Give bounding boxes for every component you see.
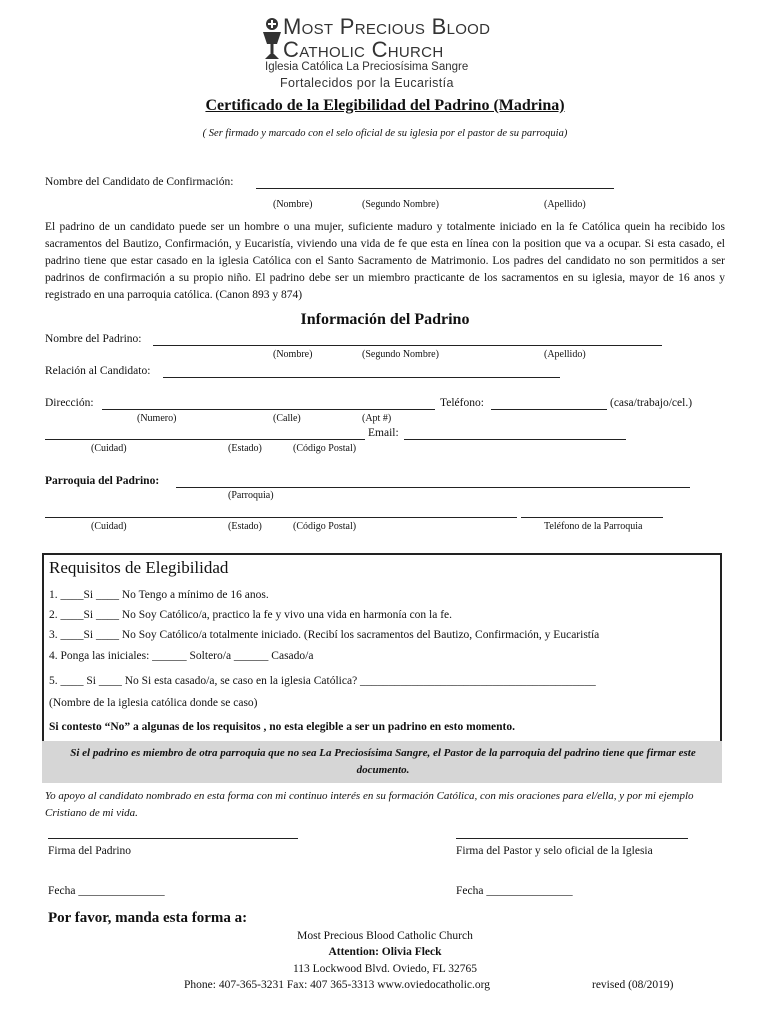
logo-line-2: Catholic Church — [283, 37, 444, 62]
sponsor-signature-field[interactable] — [48, 838, 298, 839]
mail-line-2: Attention: Olivia Fleck — [328, 946, 442, 958]
city-state-zip-field[interactable] — [45, 439, 365, 440]
sponsor-signature-label: Firma del Padrino — [48, 845, 132, 857]
city-sub-cuidad: (Cuidad) — [91, 443, 127, 454]
requirement-2[interactable]: 2. ____Si ____ No Soy Católico/a, practico la fe y vivo una vida en harmonía con la fe. — [49, 609, 453, 621]
address-sub-apt: (Apt #) — [362, 413, 392, 424]
requirements-warning: Si contesto “No” a algunas de los requisitos , no esta elegible a ser un padrino en esto momento. — [49, 721, 515, 733]
chalice-host-icon — [262, 17, 282, 61]
parish-sub-phone: Teléfono de la Parroquia — [544, 521, 643, 532]
sponsor-sub-nombre: (Nombre) — [273, 349, 313, 360]
email-label: Email: — [368, 427, 399, 439]
address-sub-numero: (Numero) — [137, 413, 177, 424]
sponsor-sub-apellido: (Apellido) — [544, 349, 586, 360]
phone-suffix: (casa/trabajo/cel.) — [610, 397, 693, 409]
mail-heading: Por favor, manda esta forma a: — [48, 910, 248, 926]
requirement-1[interactable]: 1. ____Si ____ No Tengo a mínimo de 16 anos. — [49, 589, 269, 601]
parish-phone-field[interactable] — [521, 517, 663, 518]
parish-field[interactable] — [176, 487, 690, 488]
email-field[interactable] — [404, 439, 626, 440]
page-title: Certificado de la Elegibilidad del Padrino (Madrina) — [205, 97, 565, 114]
requirements-heading: Requisitos de Elegibilidad — [49, 558, 229, 577]
pastor-signature-field[interactable] — [456, 838, 688, 839]
address-field[interactable] — [102, 409, 435, 410]
address-sub-calle: (Calle) — [273, 413, 301, 424]
candidate-name-field[interactable] — [256, 188, 614, 189]
logo-line-1: Most Precious Blood — [283, 14, 491, 39]
parish-sub-cuidad: (Cuidad) — [91, 521, 127, 532]
mail-line-4: Phone: 407-365-3231 Fax: 407 365-3313 www.oviedocatholic.org — [184, 979, 490, 991]
mail-line-3: 113 Lockwood Blvd. Oviedo, FL 32765 — [292, 963, 478, 975]
candidate-sub-nombre: (Nombre) — [273, 199, 313, 210]
parish-sub-parroquia: (Parroquia) — [228, 490, 274, 501]
requirement-3[interactable]: 3. ____Si ____ No Soy Católico/a totalmente iniciado. (Recibí los sacramentos del Bautizo, Confirmación, y Eucaristía — [49, 629, 600, 641]
pastor-signature-label: Firma del Pastor y selo oficial de la Iglesia — [456, 845, 653, 857]
parish-city-field[interactable] — [45, 517, 517, 518]
logo-line-4: Fortalecidos por la Eucaristía — [280, 76, 454, 90]
sponsor-name-label: Nombre del Padrino: — [45, 333, 142, 345]
candidate-sub-segundo: (Segundo Nombre) — [362, 199, 439, 210]
city-sub-estado: (Estado) — [228, 443, 262, 454]
phone-field[interactable] — [491, 409, 607, 410]
pastor-date[interactable]: Fecha _______________ — [456, 885, 573, 897]
parish-label: Parroquia del Padrino: — [45, 475, 160, 487]
address-label: Dirección: — [45, 397, 94, 409]
requirement-6: (Nombre de la iglesia católica donde se caso) — [49, 697, 258, 709]
parish-sub-postal: (Código Postal) — [293, 521, 357, 532]
other-parish-note: Si el padrino es miembro de otra parroquia que no sea La Preciosísima Sangre, el Pastor de la parroquia del padrino tiene que firmar este documento. — [70, 747, 696, 776]
parish-sub-estado: (Estado) — [228, 521, 262, 532]
city-sub-postal: (Código Postal) — [293, 443, 357, 454]
relation-label: Relación al Candidato: — [45, 365, 151, 377]
revised-date: revised (08/2019) — [592, 979, 674, 991]
sponsor-info-heading: Información del Padrino — [300, 311, 470, 328]
relation-field[interactable] — [163, 377, 560, 378]
phone-label: Teléfono: — [440, 397, 484, 409]
sponsor-name-field[interactable] — [153, 345, 662, 346]
mail-line-1: Most Precious Blood Catholic Church — [297, 930, 473, 942]
requirement-4[interactable]: 4. Ponga las iniciales: ______ Soltero/a ______ Casado/a — [49, 650, 314, 662]
logo-line-3: Iglesia Católica La Preciosísima Sangre — [265, 61, 469, 73]
intro-paragraph: El padrino de un candidato puede ser un hombre o una mujer, suficiente maduro y totalmente iniciado en la fe Católica quein ha recibido los sacramentos del Bautizo, Confirmación, y Eucaristía, viviendo una vida de fe que esta en línea con la position que va a ocupar. Si esta casado, el padrino tiene que estar casado en la iglesia Católica con el Santo Sacramento de Matrimonio. Los padres del candidato no son permitidos a ser padrinos de confirmación a su propio niño. El padrino debe ser un miembro practicante de los sacramentos en su iglesia, mayor de 16 anos y registrado en una parroquia católica. (Canon 893 y 874) — [45, 221, 725, 301]
support-text: Yo apoyo al candidato nombrado en esta forma con mi continuo interés en su formación Católica, con mis oraciones para el/ella, y por mi ejemplo Cristiano de mi vida. — [45, 790, 694, 819]
sponsor-sub-segundo: (Segundo Nombre) — [362, 349, 439, 360]
sponsor-date[interactable]: Fecha _______________ — [48, 885, 165, 897]
candidate-name-label: Nombre del Candidato de Confirmación: — [45, 176, 234, 188]
page-subtitle: ( Ser firmado y marcado con el selo oficial de su iglesia por el pastor de su parroquia) — [202, 128, 568, 139]
candidate-sub-apellido: (Apellido) — [544, 199, 586, 210]
requirement-5[interactable]: 5. ____ Si ____ No Si esta casado/a, se caso en la iglesia Católica? _________________________________________ — [49, 675, 596, 687]
